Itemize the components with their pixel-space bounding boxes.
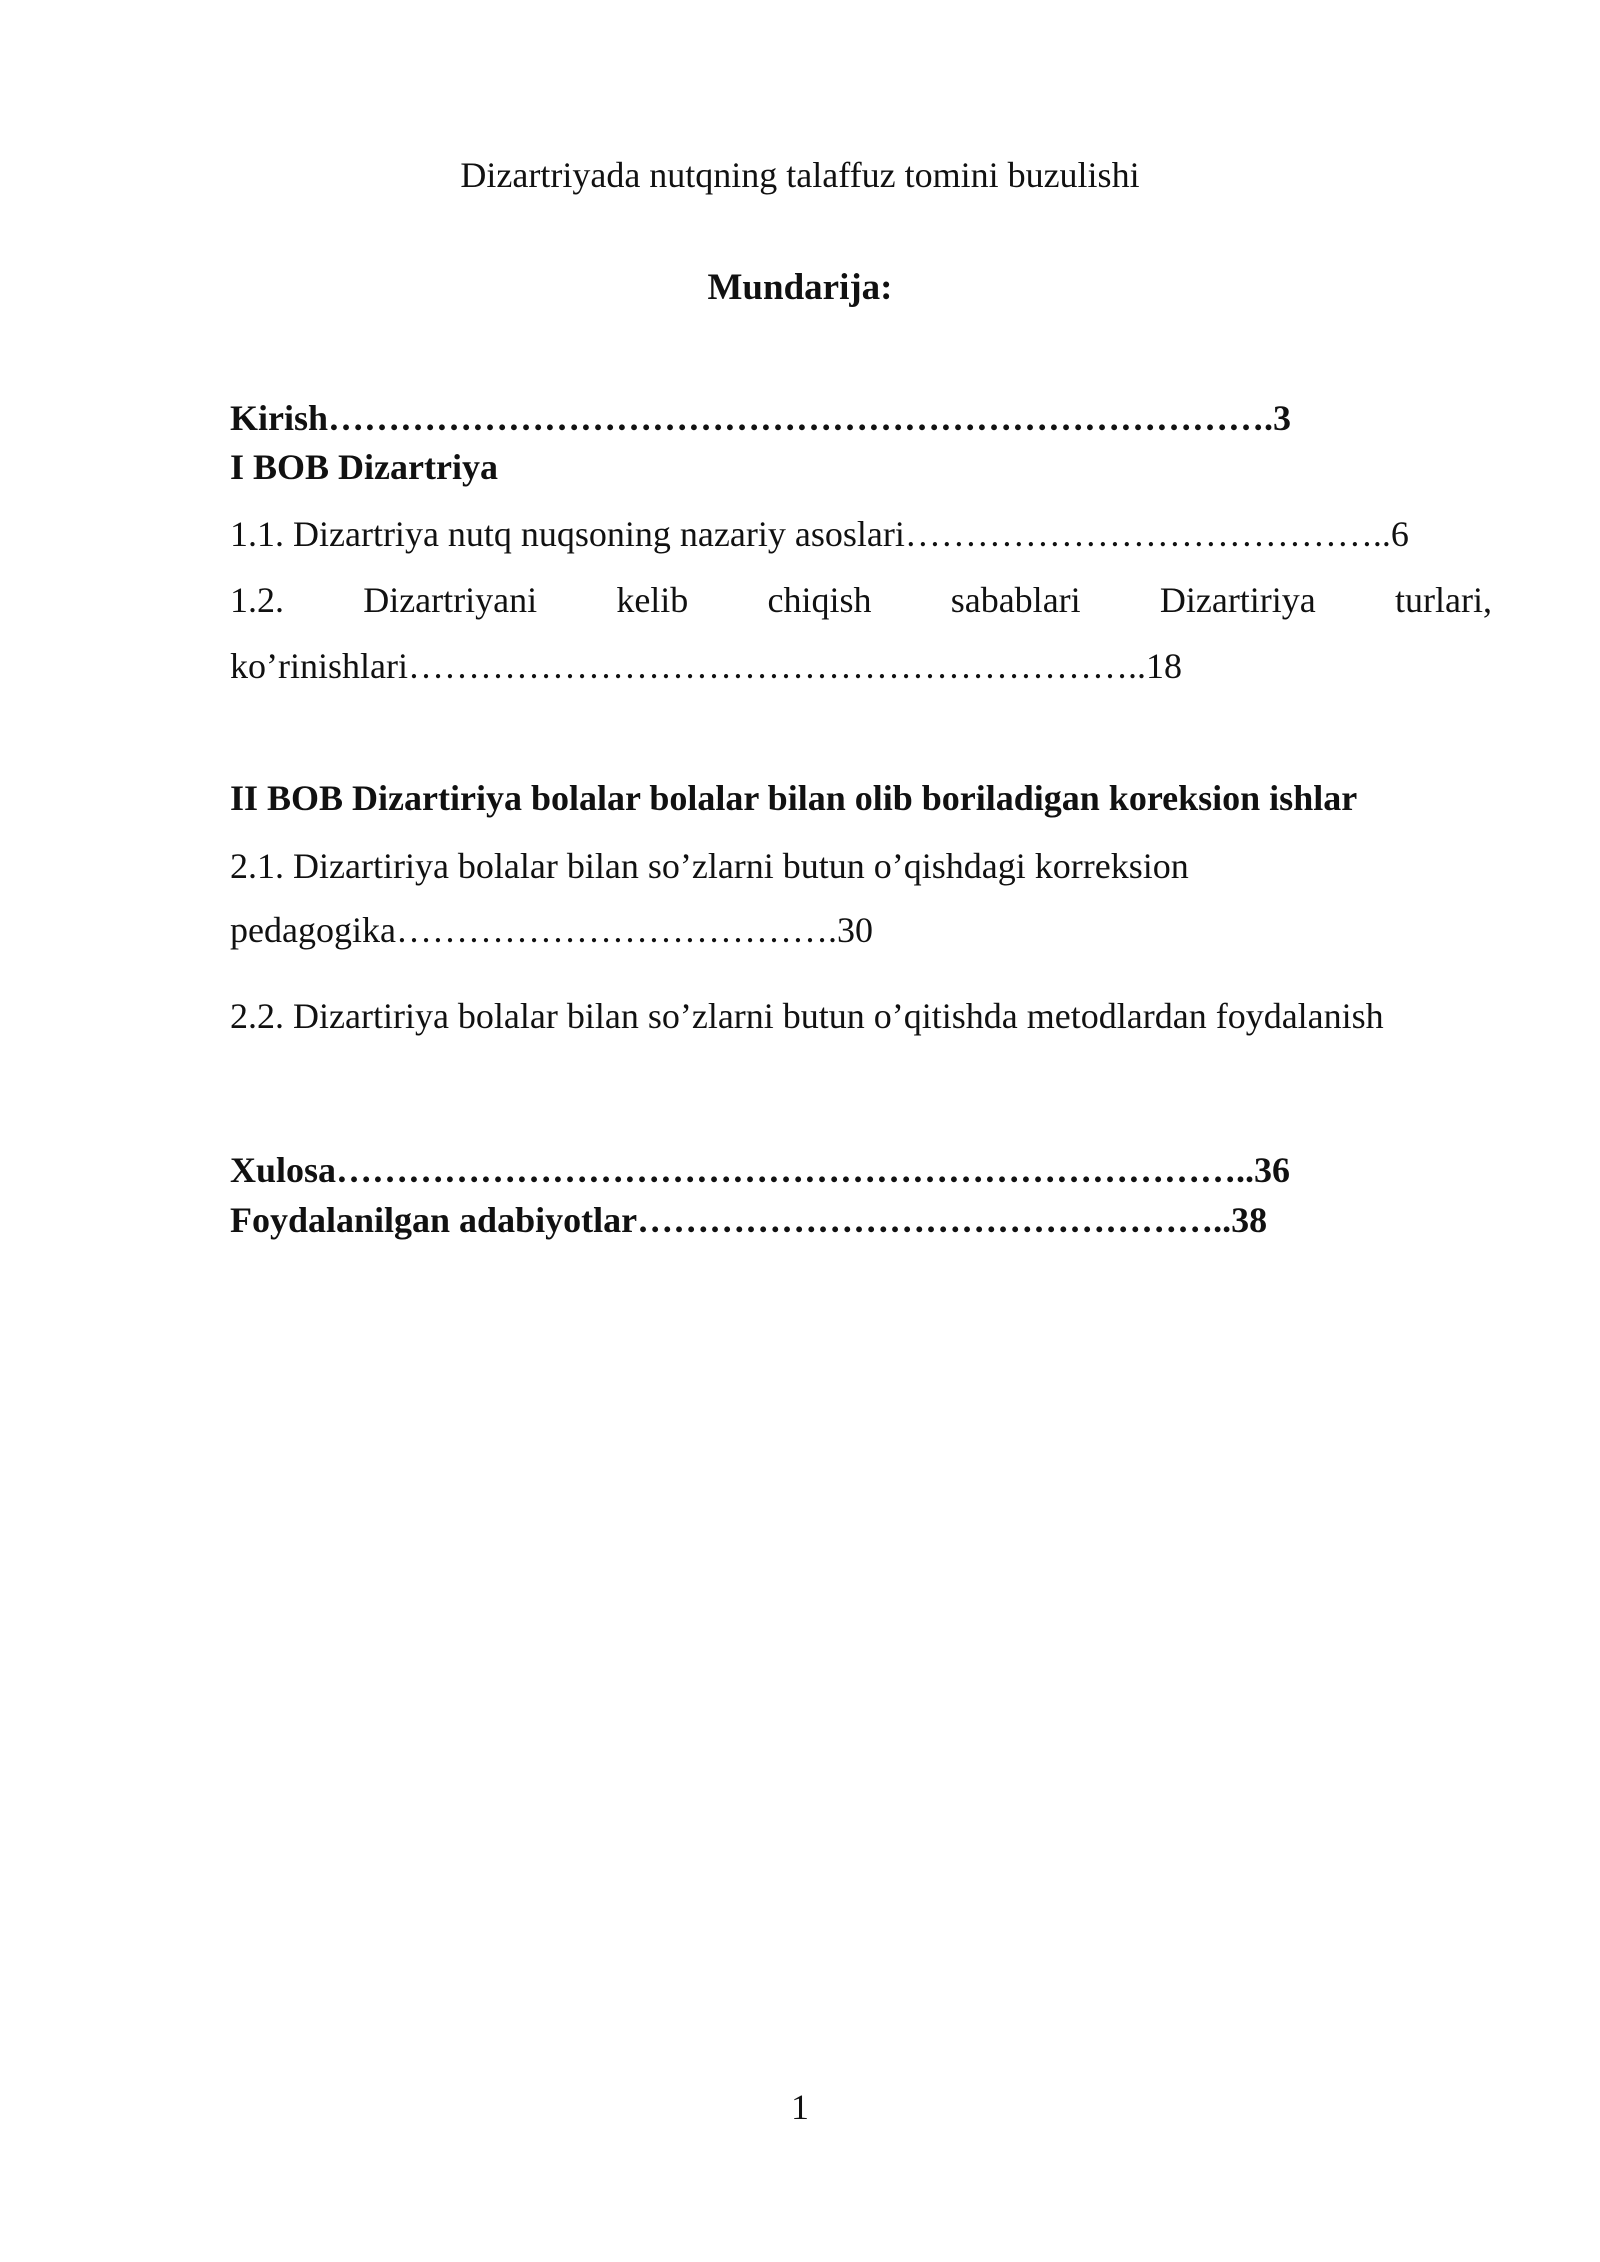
toc-word: chiqish xyxy=(767,580,872,620)
toc-entry-1-2-second-line: ko’rinishlari……………………………………………………..18 xyxy=(230,646,1182,686)
toc-word: 1.2. xyxy=(230,580,284,620)
toc-entry-2-1-first-line: 2.1. Dizartiriya bolalar bilan so’zlarni butun o’qishdagi korreksion xyxy=(230,846,1189,886)
page-number: 1 xyxy=(791,2087,809,2127)
toc-word: Dizartiriya xyxy=(1159,580,1316,620)
toc-entry-2-2: 2.2. Dizartiriya bolalar bilan so’zlarni butun o’qitishda metodlardan foydalanish xyxy=(230,996,1384,1036)
toc-word: kelib xyxy=(616,580,689,620)
toc-word: Dizartriyani xyxy=(363,580,538,620)
toc-chapter-1-title: I BOB Dizartriya xyxy=(230,447,498,487)
toc-entry-kirish: Kirish…………………………………………………………………….3 xyxy=(230,398,1292,438)
toc-word: turlari, xyxy=(1394,580,1492,620)
document-title: Dizartriyada nutqning talaffuz tomini buzulishi xyxy=(460,155,1140,195)
toc-word: sabablari xyxy=(950,580,1081,620)
toc-heading: Mundarija: xyxy=(707,267,893,308)
toc-entry-1-1: 1.1. Dizartriya nutq nuqsoning nazariy asoslari…………………………………..6 xyxy=(230,514,1409,554)
toc-entry-xulosa: Xulosa…………………………………………………………………..36 xyxy=(230,1150,1291,1190)
toc-chapter-2-title: II BOB Dizartiriya bolalar bolalar bilan olib boriladigan koreksion ishlar xyxy=(230,778,1358,818)
toc-entry-2-1-second-line: pedagogika……………………………….30 xyxy=(230,910,873,950)
toc-entry-adabiyotlar: Foydalanilgan adabiyotlar…………………………………………..38 xyxy=(230,1200,1268,1240)
toc-entry-1-2-first-line xyxy=(230,578,1492,622)
